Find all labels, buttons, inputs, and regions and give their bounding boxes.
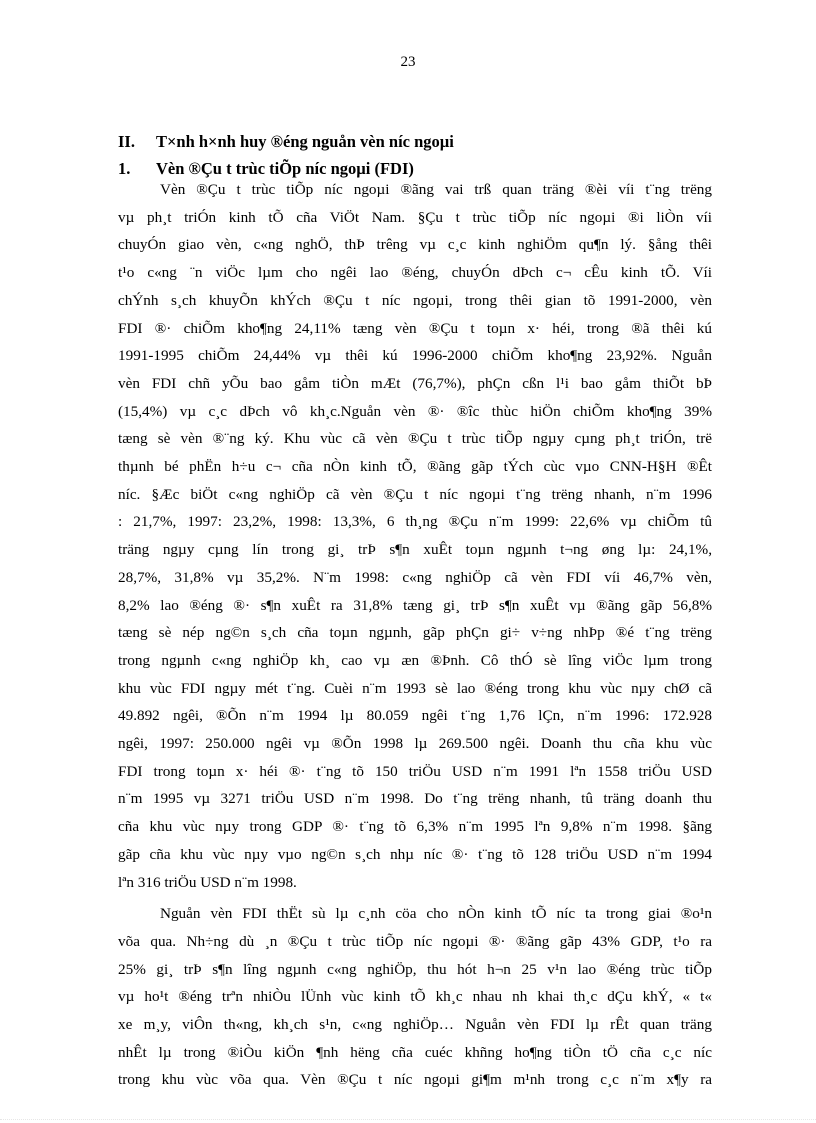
text-line: 25% gi¸ trÞ s¶n lîng ngµnh c«ng nghiÖp, thu hót h¬n 25 v¹n lao ®éng trùc tiÕp	[118, 960, 712, 978]
section-title: T×nh h×nh huy ®éng nguån vèn níc ngoµi	[156, 132, 454, 151]
text-line: chÝnh s¸ch khuyÕn khÝch ®Çu t níc ngoµi, trong thêi gian tõ 1991-2000, vèn	[118, 291, 712, 309]
text-line: võa qua. Nh÷ng dù ¸n ®Çu t trùc tiÕp níc ngoµi ®· ®ãng gãp 43% GDP, t¹o ra	[118, 932, 712, 950]
subsection-heading	[118, 159, 414, 179]
subsection-title: Vèn ®Çu t trùc tiÕp níc ngoµi (FDI)	[156, 159, 414, 178]
text-line: thµnh bé phËn h÷u c¬ cña nÒn kinh tÕ, ®ãng gãp tÝch cùc vµo CNN-H§H ®Êt	[118, 458, 712, 475]
text-line: trong ngµnh c«ng nghiÖp kh¸ cao vµ æn ®Þnh. Cô thÓ sè lîng viÖc lµm trong	[118, 651, 712, 669]
text-line: nhÊt lµ trong ®iÒu kiÖn ¶nh hëng cña cuéc khñng ho¶ng tiÒn tÖ cña c¸c níc	[118, 1043, 712, 1061]
text-line: tæng sè nép ng©n s¸ch cña toµn ngµnh, gãp phÇn gi÷ v÷ng nhÞp ®é t¨ng trëng	[118, 624, 712, 642]
text-line: khu vùc FDI ngµy mét t¨ng. Cuèi n¨m 1993 sè lao ®éng trong khu vùc nµy chØ cã	[118, 679, 712, 697]
text-line: trong khu vùc võa qua. Vèn ®Çu t níc ngoµi gi¶m m¹nh trong c¸c n¨m x¶y ra	[118, 1071, 712, 1089]
page-number: 23	[400, 54, 416, 70]
text-line: cña khu vùc nµy trong GDP ®· t¨ng tõ 6,3% n¨m 1995 lªn 9,8% n¨m 1998. §ãng	[118, 818, 712, 836]
text-line: FDI ®· chiÕm kho¶ng 24,11% tæng vèn ®Çu t toµn x· héi, trong ®ã thêi kú	[118, 319, 712, 337]
text-line: träng ngµy cµng lín trong gi¸ trÞ s¶n xuÊt toµn ngµnh t¬ng øng lµ: 24,1%,	[118, 541, 712, 559]
text-line: vµ ph¸t triÓn kinh tÕ cña ViÖt Nam. §Çu t trùc tiÕp níc ngoµi ®i liÒn víi	[118, 208, 712, 226]
text-line: vèn FDI chñ yÕu bao gåm tiÒn mÆt (76,7%), phÇn cßn l¹i bao gåm thiÕt bÞ	[118, 374, 712, 392]
text-line: Vèn ®Çu t trùc tiÕp níc ngoµi ®ãng vai trß quan träng ®èi víi t¨ng trëng	[160, 181, 712, 198]
text-line: gãp cña khu vùc nµy vµo ng©n s¸ch nhµ níc ®· t¨ng tõ 128 triÖu USD n¨m 1994	[118, 845, 712, 863]
page-edge-divider	[0, 1119, 816, 1121]
text-line: 1991-1995 chiÕm 24,44% vµ thêi kú 1996-2000 chiÕm kho¶ng 23,92%. Nguån	[118, 347, 712, 365]
section-number: II.	[118, 132, 135, 151]
text-line: Nguån vèn FDI thËt sù lµ c¸nh cöa cho nÒn kinh tÕ níc ta trong giai ®o¹n	[160, 905, 712, 923]
text-line: xe m¸y, viÔn th«ng, kh¸ch s¹n, c«ng nghiÖp… Nguån vèn FDI lµ rÊt quan träng	[118, 1016, 712, 1033]
text-line: 49.892 ngêi, ®Õn n¨m 1994 lµ 80.059 ngêi t¨ng 1,76 lÇn, n¨m 1996: 172.928	[118, 707, 712, 725]
text-line: : 21,7%, 1997: 23,2%, 1998: 13,3%, 6 th¸ng ®Çu n¨m 1999: 22,6% vµ chiÕm tû	[118, 513, 712, 531]
text-line: chuyÓn giao vèn, c«ng nghÖ, thÞ trêng vµ c¸c kinh nghiÖm qu¶n lý. §ång thêi	[118, 236, 712, 254]
text-line: t¹o c«ng ¨n viÖc lµm cho ngêi lao ®éng, chuyÓn dÞch c¬ cÊu kinh tÕ. Víi	[118, 264, 712, 282]
text-line: 8,2% lao ®éng ®· s¶n xuÊt ra 31,8% tæng gi¸ trÞ s¶n xuÊt vµ ®ãng gãp 56,8%	[118, 596, 712, 614]
text-line: 28,7%, 31,8% vµ 35,2%. N¨m 1998: c«ng nghiÖp cã vèn FDI víi 46,7% vèn,	[118, 568, 712, 586]
text-line: ngêi, 1997: 250.000 ngêi vµ ®Õn 1998 lµ 269.500 ngêi. Doanh thu cña khu vùc	[118, 735, 712, 752]
text-line: vµ ho¹t ®éng trªn nhiÒu lÜnh vùc kinh tÕ kh¸c nhau nh khai th¸c dÇu khÝ, « t«	[118, 988, 712, 1006]
text-line: tæng sè vèn ®¨ng ký. Khu vùc cã vèn ®Çu t trùc tiÕp ngµy cµng ph¸t triÓn, trë	[118, 430, 712, 448]
text-line: níc. §Æc biÖt c«ng nghiÖp cã vèn ®Çu t níc ngoµi t¨ng trëng nhanh, n¨m 1996	[118, 485, 712, 503]
text-line: FDI trong toµn x· héi ®· t¨ng tõ 150 triÖu USD n¨m 1991 lªn 1558 triÖu USD	[118, 762, 712, 780]
text-line: n¨m 1995 vµ 3271 triÖu USD n¨m 1998. Do t¨ng trëng nhanh, tû träng doanh thu	[118, 790, 712, 808]
text-line: lªn 316 triÖu USD n¨m 1998.	[118, 873, 297, 891]
subsection-number: 1.	[118, 159, 131, 178]
section-heading	[118, 132, 454, 152]
text-line: (15,4%) vµ c¸c dÞch vô kh¸c.Nguån vèn ®· ®îc thùc hiÖn chiÕm kho¶ng 39%	[118, 402, 712, 420]
